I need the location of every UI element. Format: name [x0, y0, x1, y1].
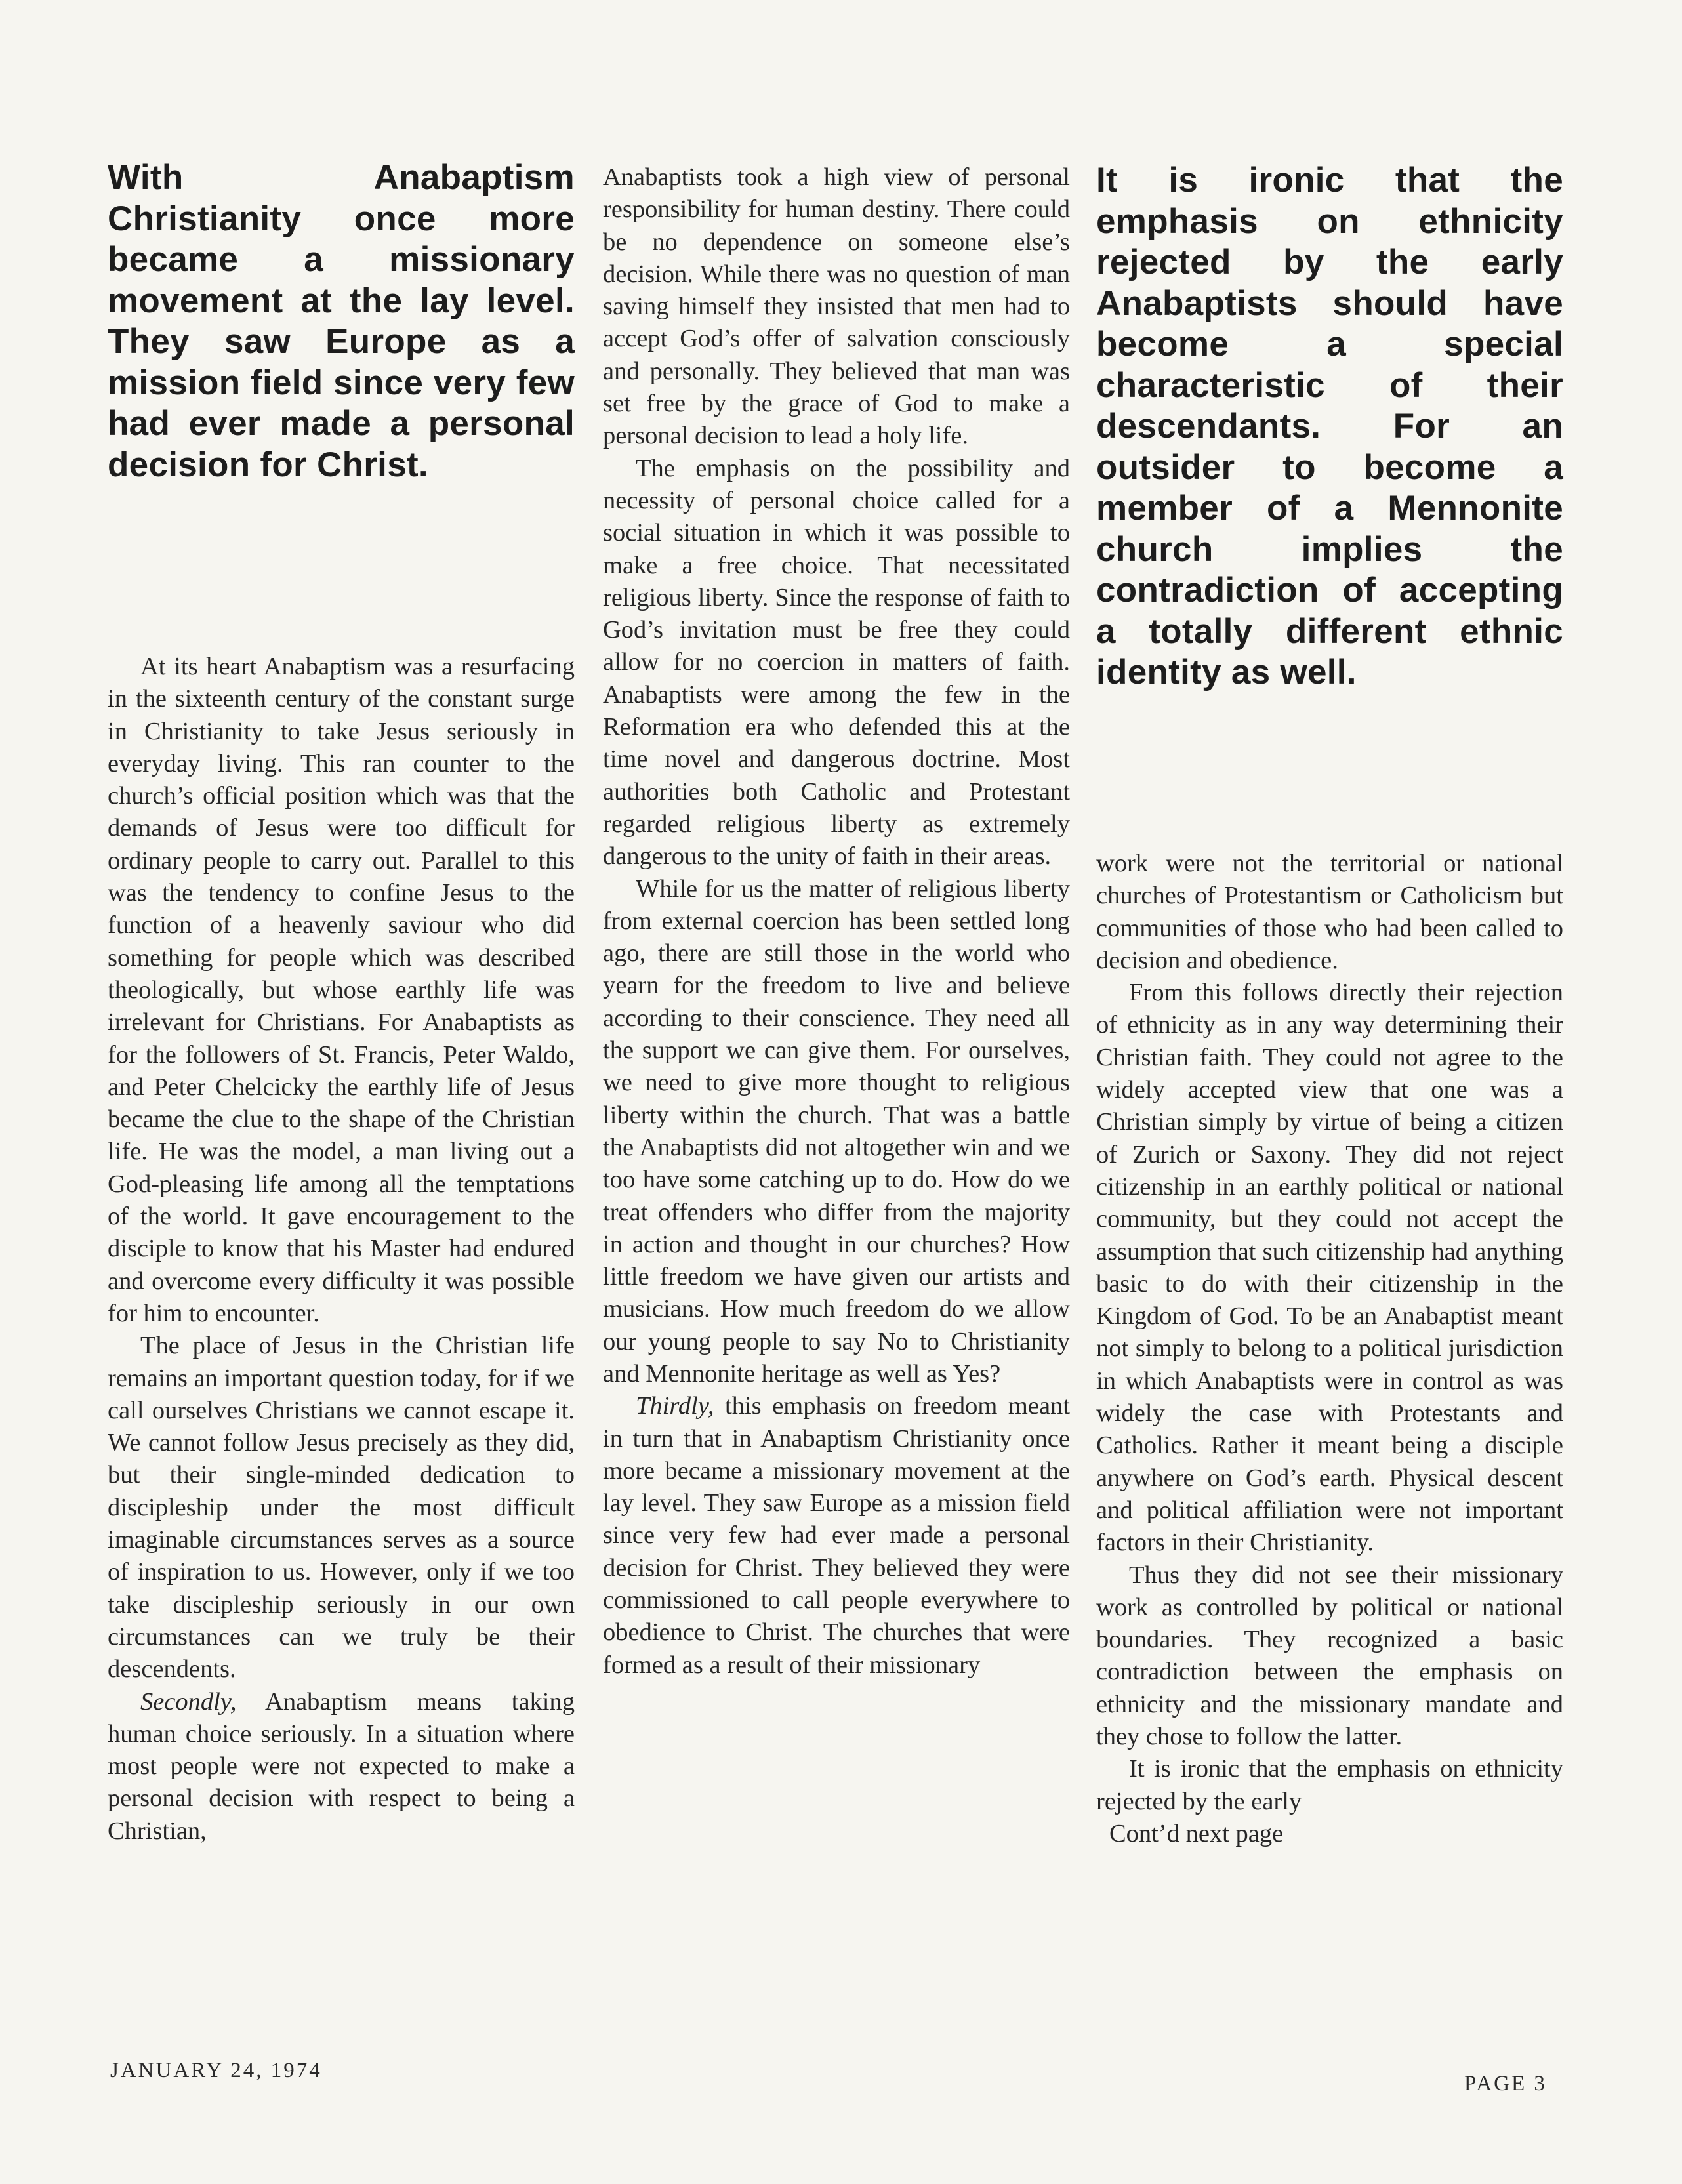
paragraph [603, 1390, 1070, 1681]
pull-quote-left-text: With Anabaptism Christianity once more became a missionary movement at the lay level. They saw Europe as a mission field since very few had ever made a personal decision for Christ. [108, 158, 575, 484]
pull-quote-right-text: It is ironic that the emphasis on ethnicity rejected by the early Anabaptists should have become a special characteristic of their descendants. For an outsider to become a member of a Mennonite church implies the contradiction of accepting a totally different ethnic identity as well. [1096, 161, 1563, 691]
page-number: PAGE 3 [1464, 2072, 1547, 2095]
paragraph: While for us the matter of religious liberty from external coercion has been settled long ago, there are still those in the world who yearn for the freedom to live and believe according to their conscience. They need all the support we can give them. For ourselves, we need to give more thought to religious liberty within the church. That was a battle the Anabaptists did not altogether win and we too have some catching up to do. How do we treat offenders who differ from the majority in action and thought in our churches? How little freedom we have given our artists and musicians. How much freedom do we allow our young people to say No to Christianity and Mennonite heritage as well as Yes? [603, 875, 1070, 1388]
paragraph [108, 1686, 575, 1847]
pull-quote-right [1096, 160, 1563, 693]
issue-date: JANUARY 24, 1974 [110, 2059, 322, 2082]
article-column-right [1096, 848, 1563, 1850]
paragraph-text: this emphasis on freedom meant in turn that in Anabaptism Christianity once more became a missionary movement at the lay level. They saw Europe as a mission field since very few had ever made a personal decision for Christ. They believed they were commissioned to call people everywhere to obedience to Christ. The churches that were formed as a result of their missionary [603, 1392, 1070, 1679]
paragraph-lead-italic: Thirdly, [636, 1392, 714, 1420]
paragraph-lead-italic: Secondly, [140, 1687, 237, 1716]
paragraph: work were not the territorial or national churches of Protestantism or Catholicism but communities of those who had been called to decision and obedience. [1096, 850, 1563, 974]
paragraph: From this follows directly their rejection of ethnicity as in any way determining their Christian faith. They could not agree to the widely accepted view that one was a Christian simply by virtue of being a citizen of Zurich or Saxony. They did not reject citizenship in an earthly political or national community, but they could not accept the assumption that such citizenship had anything basic to do with their citizenship in the Kingdom of God. To be an Anabaptist meant not simply to belong to a political jurisdiction in which Anabaptists were in control as was widely the case with Protestants and Catholics. Rather it meant being a disciple anywhere on God’s earth. Physical descent and political affiliation were not important factors in their Christianity. [1096, 979, 1563, 1557]
paragraph: It is ironic that the emphasis on ethnicity rejected by the early [1096, 1755, 1563, 1815]
paragraph-text: Anabaptism means taking human choice seriously. In a situation where most people were not expected to make a personal decision with respect to being a Christian, [108, 1687, 575, 1845]
paragraph: Thus they did not see their missionary work as controlled by political or national boundaries. They recognized a basic contradiction between the emphasis on ethnicity and the missionary mandate and they chose to follow the latter. [1096, 1561, 1563, 1751]
paragraph: The emphasis on the possibility and necessity of personal choice called for a social situation in which it was possible to make a free choice. That necessitated religious liberty. Since the response of faith to God’s invitation must be free they could allow for no coercion in matters of faith. Anabaptists were among the few in the Reformation era who defended this at the time novel and dangerous doctrine. Most authorities both Catholic and Protestant regarded religious liberty as extremely dangerous to the unity of faith in their areas. [603, 454, 1070, 871]
article-column-middle [603, 161, 1070, 1681]
pull-quote-left [108, 157, 575, 485]
paragraph: At its heart Anabaptism was a resurfacing in the sixteenth century of the constant surge in Christianity to take Jesus seriously in everyday living. This ran counter to the church’s official position which was that the demands of Jesus were too difficult for ordinary people to carry out. Parallel to this was the tendency to confine Jesus to the function of a heavenly saviour who did something for people which was described theologically, but whose earthly life was irrelevant for Christians. For Anabaptists as for the followers of St. Francis, Peter Waldo, and Peter Chelcicky the earthly life of Jesus became the clue to the shape of the Christian life. He was the model, a man living out a God-pleasing life among all the temptations of the world. It gave encouragement to the disciple to know that his Master had endured and overcome every difficulty it was possible for him to encounter. [108, 653, 575, 1327]
article-column-left [108, 651, 575, 1847]
paragraph: Anabaptists took a high view of personal responsibility for human destiny. There could be no dependence on someone else’s decision. While there was no question of man saving himself they insisted that men had to accept God’s offer of salvation consciously and personally. They believed that man was set free by the grace of God to make a personal decision to lead a holy life. [603, 163, 1070, 450]
paragraph: The place of Jesus in the Christian life remains an important question today, for if we call ourselves Christians we cannot escape it. We cannot follow Jesus precisely as they did, but their single-minded dedication to discipleship under the most difficult imaginable circumstances serves as a source of inspiration to us. However, only if we too take discipleship seriously in our own circumstances can we truly be their descendents. [108, 1332, 575, 1683]
continued-notice: Cont’d next page [1109, 1819, 1284, 1847]
